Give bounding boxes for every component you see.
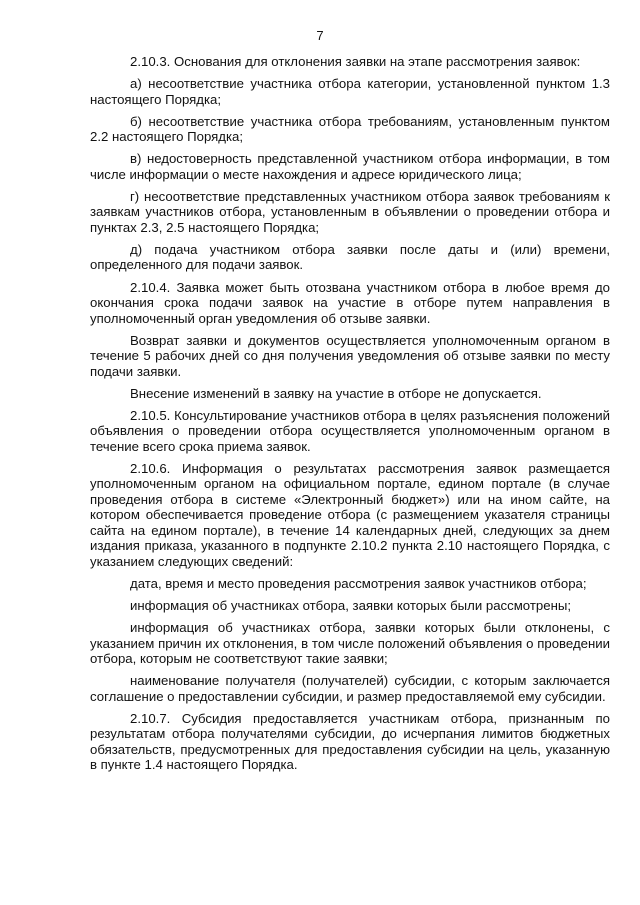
paragraph-2-10-6: 2.10.6. Информация о результатах рассмотрения заявок размещается уполномоченным органом на официальном портале, едином портале (в случае проведения отбора в системе «Электронный бюджет») или на ином сайте, на котором обеспечивается проведение отбора (с размещением указателя страницы сайта на едином портале), в течение 14 календарных дней, следующих за днем издания приказа, указанного в подпункте 2.10.2 пункта 2.10 настоящего Порядка, с указанием следующих сведений: [90, 460, 610, 569]
paragraph-2-10-4: 2.10.4. Заявка может быть отозвана участником отбора в любое время до окончания срока подачи заявок на участие в отборе путем направления в уполномоченный орган уведомления об отзыве заявки. [90, 279, 610, 326]
paragraph-2-10-5: 2.10.5. Консультирование участников отбора в целях разъяснения положений объявления о проведении отбора осуществляется уполномоченным органом в течение всего срока приема заявок. [90, 407, 610, 454]
paragraph-recipient: наименование получателя (получателей) субсидии, с которым заключается соглашение о предоставлении субсидии, и размер предоставляемой ему субсидии. [90, 673, 610, 704]
paragraph-considered: информация об участниках отбора, заявки которых были рассмотрены; [130, 598, 571, 614]
paragraph-item-a: а) несоответствие участника отбора категории, установленной пунктом 1.3 настоящего Порядка; [90, 76, 610, 107]
paragraph-no-changes: Внесение изменений в заявку на участие в отборе не допускается. [130, 385, 542, 401]
paragraph-item-d: д) подача участником отбора заявки после даты и (или) времени, определенного для подачи заявок. [90, 241, 610, 273]
paragraph-2-10-7: 2.10.7. Субсидия предоставляется участникам отбора, признанным по результатам отбора получателями субсидии, до исчерпания лимитов бюджетных обязательств, предусмотренных для предоставления субсидии на цель, указанную в пункте 1.4 настоящего Порядка. [90, 710, 610, 773]
paragraph-return: Возврат заявки и документов осуществляется уполномоченным органом в течение 5 рабочих дней со дня получения уведомления об отзыве заявки по месту подачи заявки. [90, 332, 610, 379]
document-body [90, 54, 610, 780]
paragraph-2-10-3: 2.10.3. Основания для отклонения заявки на этапе рассмотрения заявок: [130, 54, 581, 69]
paragraph-item-g: г) несоответствие представленных участником отбора заявок требованиям к заявкам участников отбора, установленным в объявлении о проведении отбора и пунктах 2.3, 2.5 настоящего Порядка; [90, 188, 610, 235]
paragraph-date-time: дата, время и место проведения рассмотрения заявок участников отбора; [130, 576, 587, 592]
paragraph-item-b: б) несоответствие участника отбора требованиям, установленным пунктом 2.2 настоящего Порядка; [90, 113, 610, 145]
page-number: 7 [316, 28, 324, 43]
paragraph-rejected: информация об участниках отбора, заявки которых были отклонены, с указанием причин их отклонения, в том числе положений объявления о проведении отбора, которым не соответствуют такие заявки; [90, 620, 610, 667]
paragraph-item-v: в) недостоверность представленной участником отбора информации, в том числе информации о месте нахождения и адресе юридического лица; [90, 151, 610, 182]
